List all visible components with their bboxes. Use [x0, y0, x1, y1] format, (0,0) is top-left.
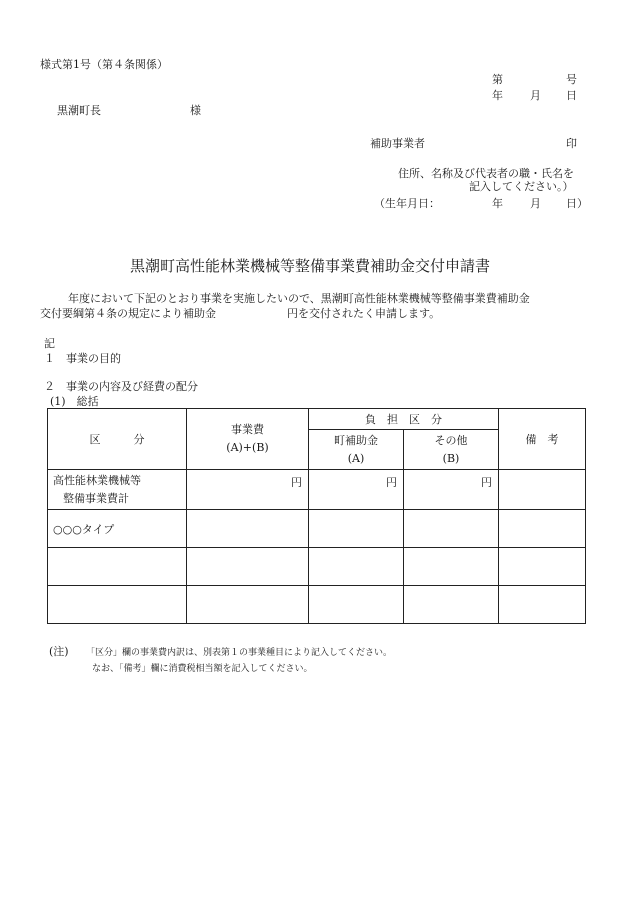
- note-label: (注): [49, 645, 69, 658]
- doc-no-go: 号: [566, 73, 577, 86]
- form-number: 様式第1号（第４条関係）: [40, 58, 168, 71]
- row-total-biko: [499, 470, 586, 510]
- applicant-instruction-1: 住所、名称及び代表者の職・氏名を: [398, 167, 574, 180]
- table-cell: [404, 586, 499, 624]
- row-type-label: ○○○タイプ: [48, 510, 187, 548]
- table-cell: [404, 548, 499, 586]
- table-cell: [187, 548, 309, 586]
- table-cell: [309, 548, 404, 586]
- body-line-2b: 円を交付されたく申請します。: [287, 307, 441, 320]
- header-cho-hojokin: 町補助金 (A): [309, 430, 404, 470]
- table-row: [48, 586, 586, 624]
- section-2-heading: ２ 事業の内容及び経費の配分: [44, 380, 198, 393]
- row-total-cho: 円: [309, 470, 404, 510]
- table-cell: [499, 510, 586, 548]
- section-1-heading: １ 事業の目的: [44, 352, 121, 365]
- addressee-sama: 様: [190, 104, 201, 117]
- note-line-1: 「区分」欄の事業費内訳は、別表第１の事業種目により記入してください。: [86, 648, 393, 658]
- applicant-label: 補助事業者: [370, 137, 425, 150]
- date-day: 日: [566, 89, 577, 102]
- header-biko: 備 考: [499, 409, 586, 470]
- header-futan-kubun: 負 担 区 分: [309, 409, 499, 430]
- birth-month: 月: [530, 197, 541, 210]
- date-month: 月: [530, 89, 541, 102]
- document-title: 黒潮町高性能林業機械等整備事業費補助金交付申請書: [130, 257, 491, 275]
- header-sonota: その他 (B): [404, 430, 499, 470]
- date-year: 年: [492, 89, 503, 102]
- note-line-2: なお、「備考」欄に消費税相当額を記入してください。: [92, 664, 313, 674]
- row-total-label: 高性能林業機械等 整備事業費計: [48, 470, 187, 510]
- table-cell: [48, 548, 187, 586]
- table-header-row: [48, 409, 586, 430]
- header-jigyohi: 事業費 (A)+(B): [187, 409, 309, 470]
- subsection-1-heading: (1) 総括: [50, 395, 99, 408]
- table-cell: [187, 586, 309, 624]
- birth-year: 年: [492, 197, 503, 210]
- table-cell: [499, 548, 586, 586]
- doc-no-dai: 第: [492, 73, 503, 86]
- table-cell: [499, 586, 586, 624]
- table-cell: [187, 510, 309, 548]
- table-row: [48, 548, 586, 586]
- table-cell: [309, 510, 404, 548]
- seal-mark: 印: [566, 137, 577, 150]
- table-cell: [404, 510, 499, 548]
- birth-date-label: （生年月日：: [374, 197, 440, 210]
- addressee-name: 黒潮町長: [57, 104, 101, 117]
- header-kubun: 区 分: [48, 409, 187, 470]
- row-total-jigyohi: 円: [187, 470, 309, 510]
- table-row: [48, 470, 586, 510]
- birth-day: 日）: [566, 197, 588, 210]
- body-line-2a: 交付要綱第４条の規定により補助金: [40, 307, 216, 320]
- table-cell: [48, 586, 187, 624]
- summary-table: [47, 408, 586, 624]
- table-row: [48, 510, 586, 548]
- body-line-1: 年度において下記のとおり事業を実施したいので、黒潮町高性能林業機械等整備事業費補助金: [68, 292, 530, 305]
- ki-heading: 記: [44, 337, 55, 350]
- applicant-instruction-2: 記入してください。）: [469, 180, 574, 193]
- table-cell: [309, 586, 404, 624]
- row-total-sonota: 円: [404, 470, 499, 510]
